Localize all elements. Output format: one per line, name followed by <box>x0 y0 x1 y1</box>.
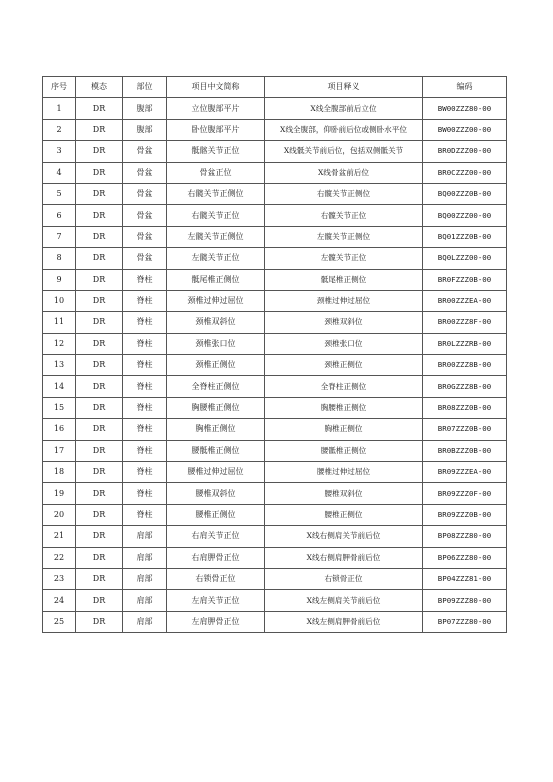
cell-body-part: 脊柱 <box>123 290 167 311</box>
cell-code: BP08ZZZ80-00 <box>423 526 507 547</box>
cell-modality: DR <box>76 419 123 440</box>
table-row <box>43 611 507 632</box>
cell-code: BR09ZZZ0F-00 <box>423 483 507 504</box>
cell-modality: DR <box>76 568 123 589</box>
table-row <box>43 119 507 140</box>
cell-short-name: 左肩胛骨正位 <box>167 611 265 632</box>
table-row <box>43 440 507 461</box>
table-row <box>43 226 507 247</box>
cell-description: 骶尾椎正侧位 <box>265 269 423 290</box>
cell-description: X线骨盆前后位 <box>265 162 423 183</box>
cell-body-part: 肩部 <box>123 547 167 568</box>
cell-body-part: 脊柱 <box>123 333 167 354</box>
cell-modality: DR <box>76 226 123 247</box>
cell-code: BR0DZZZ00-00 <box>423 141 507 162</box>
cell-short-name: 骶尾椎正侧位 <box>167 269 265 290</box>
cell-body-part: 脊柱 <box>123 462 167 483</box>
cell-index: 6 <box>43 205 76 226</box>
cell-index: 12 <box>43 333 76 354</box>
cell-description: 右锁骨正位 <box>265 568 423 589</box>
cell-code: BR00ZZZ8B-00 <box>423 355 507 376</box>
cell-body-part: 脊柱 <box>123 312 167 333</box>
table-row <box>43 312 507 333</box>
cell-modality: DR <box>76 333 123 354</box>
cell-short-name: 胸椎正侧位 <box>167 419 265 440</box>
cell-description: X线全腹部前后立位 <box>265 98 423 119</box>
cell-description: 腰椎正侧位 <box>265 504 423 525</box>
cell-description: X线左侧肩关节前后位 <box>265 590 423 611</box>
cell-index: 22 <box>43 547 76 568</box>
cell-description: 颈椎正侧位 <box>265 355 423 376</box>
cell-code: BQ00ZZZ0B-00 <box>423 183 507 204</box>
cell-code: BQ00ZZZ00-00 <box>423 205 507 226</box>
cell-code: BR07ZZZ0B-00 <box>423 419 507 440</box>
table-row <box>43 397 507 418</box>
table-row <box>43 547 507 568</box>
cell-short-name: 颈椎过伸过屈位 <box>167 290 265 311</box>
cell-index: 21 <box>43 526 76 547</box>
cell-short-name: 颈椎张口位 <box>167 333 265 354</box>
cell-short-name: 右肩关节正位 <box>167 526 265 547</box>
header-code: 编码 <box>423 77 507 98</box>
cell-code: BR0CZZZ00-00 <box>423 162 507 183</box>
cell-description: X线右侧肩关节前后位 <box>265 526 423 547</box>
cell-modality: DR <box>76 269 123 290</box>
cell-short-name: 腰椎正侧位 <box>167 504 265 525</box>
cell-index: 23 <box>43 568 76 589</box>
cell-body-part: 脊柱 <box>123 483 167 504</box>
cell-description: X线左侧肩胛骨前后位 <box>265 611 423 632</box>
header-description: 项目释义 <box>265 77 423 98</box>
cell-code: BR0BZZZ0B-00 <box>423 440 507 461</box>
table-row <box>43 419 507 440</box>
exam-items-table <box>42 76 507 633</box>
cell-code: BW00ZZZ00-00 <box>423 119 507 140</box>
cell-modality: DR <box>76 162 123 183</box>
cell-description: 胸椎正侧位 <box>265 419 423 440</box>
table-row <box>43 355 507 376</box>
cell-index: 17 <box>43 440 76 461</box>
cell-index: 8 <box>43 248 76 269</box>
cell-short-name: 腰骶椎正侧位 <box>167 440 265 461</box>
table-row <box>43 269 507 290</box>
cell-index: 1 <box>43 98 76 119</box>
table-row <box>43 504 507 525</box>
cell-code: BQ01ZZZ0B-00 <box>423 226 507 247</box>
cell-index: 18 <box>43 462 76 483</box>
cell-modality: DR <box>76 504 123 525</box>
cell-body-part: 脊柱 <box>123 269 167 290</box>
cell-index: 4 <box>43 162 76 183</box>
cell-modality: DR <box>76 526 123 547</box>
cell-index: 9 <box>43 269 76 290</box>
cell-index: 11 <box>43 312 76 333</box>
table-row <box>43 183 507 204</box>
cell-code: BP09ZZZ80-00 <box>423 590 507 611</box>
cell-modality: DR <box>76 590 123 611</box>
cell-modality: DR <box>76 183 123 204</box>
table-row <box>43 462 507 483</box>
cell-modality: DR <box>76 141 123 162</box>
table-row <box>43 483 507 504</box>
header-row <box>43 77 507 98</box>
cell-short-name: 左髋关节正位 <box>167 248 265 269</box>
cell-description: 左髋关节正位 <box>265 248 423 269</box>
cell-description: 腰椎双斜位 <box>265 483 423 504</box>
cell-description: 左髋关节正侧位 <box>265 226 423 247</box>
cell-body-part: 脊柱 <box>123 440 167 461</box>
cell-modality: DR <box>76 119 123 140</box>
cell-code: BP06ZZZ80-00 <box>423 547 507 568</box>
cell-code: BR00ZZZ8F-00 <box>423 312 507 333</box>
cell-body-part: 肩部 <box>123 611 167 632</box>
cell-short-name: 胸腰椎正侧位 <box>167 397 265 418</box>
cell-short-name: 颈椎双斜位 <box>167 312 265 333</box>
header-index: 序号 <box>43 77 76 98</box>
cell-index: 5 <box>43 183 76 204</box>
cell-body-part: 腹部 <box>123 98 167 119</box>
table-row <box>43 376 507 397</box>
cell-body-part: 腹部 <box>123 119 167 140</box>
cell-modality: DR <box>76 397 123 418</box>
cell-description: 腰椎过伸过屈位 <box>265 462 423 483</box>
cell-modality: DR <box>76 312 123 333</box>
cell-body-part: 脊柱 <box>123 355 167 376</box>
cell-description: 腰骶椎正侧位 <box>265 440 423 461</box>
cell-code: BR0LZZZRB-00 <box>423 333 507 354</box>
table-row <box>43 98 507 119</box>
cell-index: 16 <box>43 419 76 440</box>
cell-description: 颈椎张口位 <box>265 333 423 354</box>
cell-index: 19 <box>43 483 76 504</box>
table-row <box>43 590 507 611</box>
cell-code: BR0FZZZ0B-00 <box>423 269 507 290</box>
cell-index: 2 <box>43 119 76 140</box>
cell-body-part: 骨盆 <box>123 162 167 183</box>
cell-body-part: 骨盆 <box>123 205 167 226</box>
cell-index: 24 <box>43 590 76 611</box>
cell-body-part: 脊柱 <box>123 504 167 525</box>
cell-index: 20 <box>43 504 76 525</box>
cell-short-name: 右髋关节正位 <box>167 205 265 226</box>
table-row <box>43 205 507 226</box>
cell-modality: DR <box>76 483 123 504</box>
cell-modality: DR <box>76 355 123 376</box>
cell-short-name: 颈椎正侧位 <box>167 355 265 376</box>
cell-short-name: 右肩胛骨正位 <box>167 547 265 568</box>
cell-short-name: 腰椎过伸过屈位 <box>167 462 265 483</box>
table-row <box>43 248 507 269</box>
cell-short-name: 右髋关节正侧位 <box>167 183 265 204</box>
header-modality: 模态 <box>76 77 123 98</box>
cell-modality: DR <box>76 611 123 632</box>
cell-description: 胸腰椎正侧位 <box>265 397 423 418</box>
cell-body-part: 脊柱 <box>123 397 167 418</box>
cell-short-name: 骶髂关节正位 <box>167 141 265 162</box>
cell-body-part: 骨盆 <box>123 141 167 162</box>
cell-code: BR09ZZZEA-00 <box>423 462 507 483</box>
cell-modality: DR <box>76 290 123 311</box>
cell-body-part: 脊柱 <box>123 376 167 397</box>
cell-description: 右髋关节正侧位 <box>265 183 423 204</box>
cell-index: 25 <box>43 611 76 632</box>
cell-modality: DR <box>76 205 123 226</box>
table-container <box>42 76 506 633</box>
table-body <box>43 98 507 633</box>
cell-description: X线骶关节前后位，包括双侧骶关节 <box>265 141 423 162</box>
cell-code: BR00ZZZEA-00 <box>423 290 507 311</box>
table-row <box>43 290 507 311</box>
cell-description: X线全腹部，仰卧前后位或侧卧水平位 <box>265 119 423 140</box>
table-row <box>43 162 507 183</box>
cell-index: 3 <box>43 141 76 162</box>
cell-body-part: 骨盆 <box>123 248 167 269</box>
cell-short-name: 右锁骨正位 <box>167 568 265 589</box>
cell-body-part: 骨盆 <box>123 183 167 204</box>
cell-modality: DR <box>76 547 123 568</box>
cell-index: 13 <box>43 355 76 376</box>
cell-description: 颈椎双斜位 <box>265 312 423 333</box>
table-row <box>43 333 507 354</box>
cell-code: BP07ZZZ80-00 <box>423 611 507 632</box>
cell-short-name: 立位腹部平片 <box>167 98 265 119</box>
cell-body-part: 肩部 <box>123 590 167 611</box>
cell-modality: DR <box>76 98 123 119</box>
header-body-part: 部位 <box>123 77 167 98</box>
cell-index: 14 <box>43 376 76 397</box>
cell-modality: DR <box>76 248 123 269</box>
cell-body-part: 脊柱 <box>123 419 167 440</box>
cell-code: BQ0LZZZ00-00 <box>423 248 507 269</box>
header-short-name: 项目中文简称 <box>167 77 265 98</box>
cell-short-name: 左髋关节正侧位 <box>167 226 265 247</box>
cell-modality: DR <box>76 462 123 483</box>
cell-code: BR0GZZZ8B-00 <box>423 376 507 397</box>
cell-body-part: 肩部 <box>123 568 167 589</box>
cell-description: X线右侧肩胛骨前后位 <box>265 547 423 568</box>
cell-code: BP04ZZZ81-00 <box>423 568 507 589</box>
cell-description: 全脊柱正侧位 <box>265 376 423 397</box>
cell-body-part: 肩部 <box>123 526 167 547</box>
cell-short-name: 卧位腹部平片 <box>167 119 265 140</box>
cell-modality: DR <box>76 376 123 397</box>
cell-index: 10 <box>43 290 76 311</box>
table-row <box>43 141 507 162</box>
cell-short-name: 左肩关节正位 <box>167 590 265 611</box>
cell-index: 15 <box>43 397 76 418</box>
cell-code: BR08ZZZ0B-00 <box>423 397 507 418</box>
table-row <box>43 568 507 589</box>
cell-short-name: 腰椎双斜位 <box>167 483 265 504</box>
cell-short-name: 骨盆正位 <box>167 162 265 183</box>
cell-body-part: 骨盆 <box>123 226 167 247</box>
cell-code: BW00ZZZ80-00 <box>423 98 507 119</box>
cell-short-name: 全脊柱正侧位 <box>167 376 265 397</box>
cell-description: 右髋关节正位 <box>265 205 423 226</box>
cell-modality: DR <box>76 440 123 461</box>
table-row <box>43 526 507 547</box>
cell-description: 颈椎过伸过屈位 <box>265 290 423 311</box>
cell-index: 7 <box>43 226 76 247</box>
cell-code: BR09ZZZ0B-00 <box>423 504 507 525</box>
